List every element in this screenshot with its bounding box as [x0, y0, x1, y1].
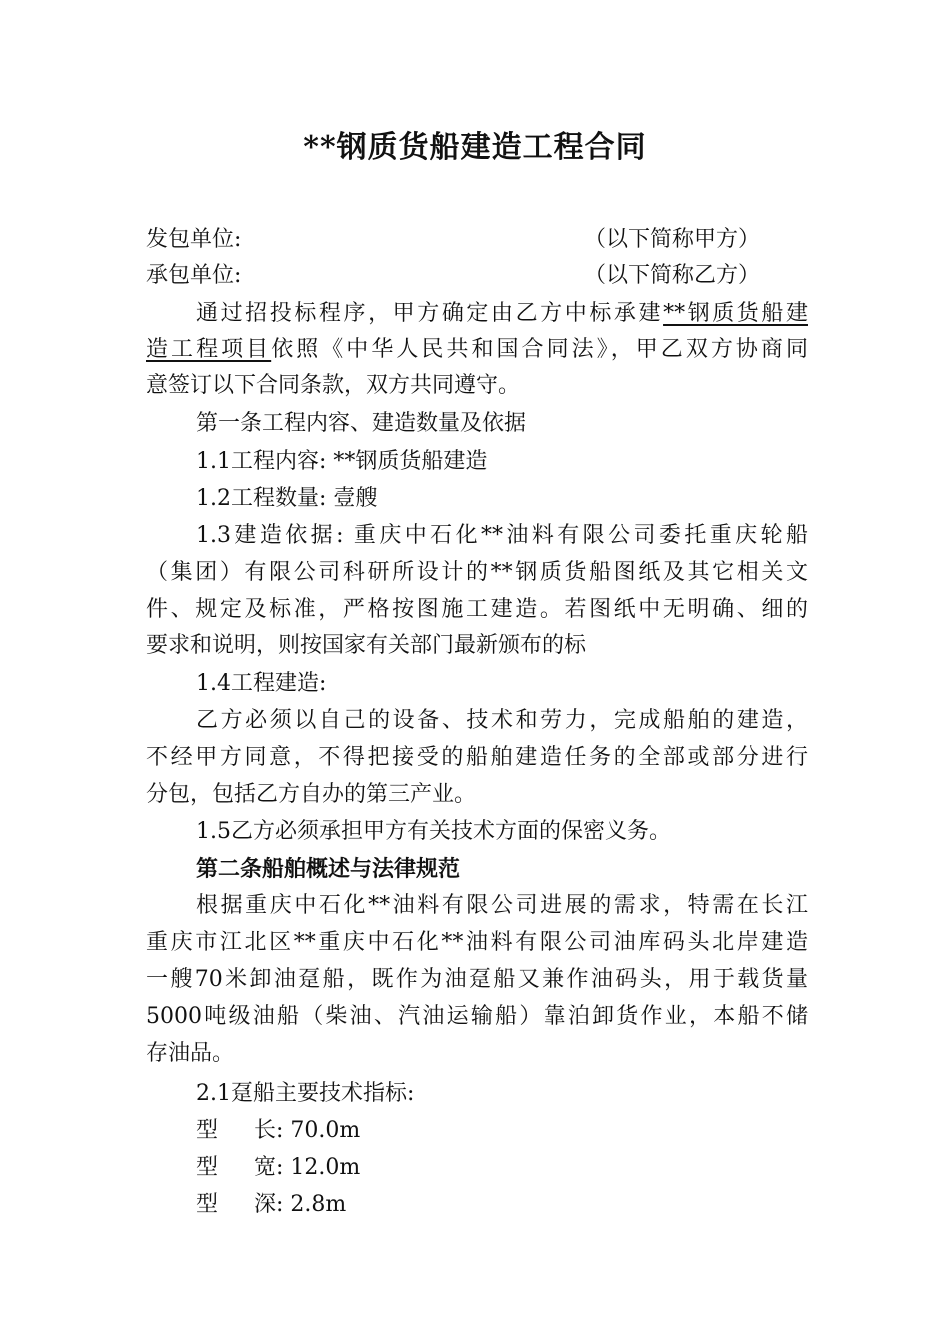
project-name-underlined: 造工程项目 — [146, 337, 272, 362]
page-title: **钢质货船建造工程合同 — [303, 130, 647, 165]
clause-1-4-para-line-2: 不经甲方同意，不得把接受的船舶建造任务的全部或部分进行 — [146, 745, 808, 770]
spec-label: 型 宽 — [196, 1155, 276, 1180]
article-1-heading: 第一条工程内容、建造数量及依据 — [196, 411, 527, 436]
clause-1-3-line-2: （集团）有限公司科研所设计的**钢质货船图纸及其它相关文 — [146, 560, 808, 585]
clause-1-2: 1.2工程数量: 壹艘 — [196, 486, 378, 511]
spec-label: 型 长 — [196, 1118, 276, 1143]
clause-1-5: 1.5乙方必须承担甲方有关技术方面的保密义务。 — [196, 819, 671, 844]
spec-row — [196, 1150, 808, 1186]
intro-line-2 — [146, 332, 808, 368]
article-2-heading: 第二条船舶概述与法律规范 — [196, 856, 461, 882]
employer-label: 发包单位: — [146, 227, 242, 252]
clause-1-3-line-3: 件、规定及标准，严格按图施工建造。若图纸中无明确、细的 — [146, 597, 808, 622]
spec-value: : 12.0m — [276, 1155, 361, 1180]
intro-text: 依照《中华人民共和国合同法》，甲乙双方协商同 — [271, 337, 808, 362]
project-name-underlined: **钢质货船建 — [663, 301, 808, 326]
spec-label: 型 深 — [196, 1192, 276, 1217]
article-2-para-line-1: 根据重庆中石化**油料有限公司进展的需求，特需在长江 — [196, 893, 808, 918]
spec-row — [196, 1113, 808, 1149]
article-2-para-line-4: 5000吨级油船（柴油、汽油运输船）靠泊卸货作业，本船不储 — [146, 1004, 808, 1029]
clause-1-4: 1.4工程建造: — [196, 671, 327, 696]
contractor-note: （以下简称乙方） — [584, 263, 761, 288]
article-2-para-line-5: 存油品。 — [146, 1041, 235, 1066]
spec-value: : 70.0m — [276, 1118, 361, 1143]
clause-2-1: 2.1趸船主要技术指标: — [196, 1081, 415, 1106]
spec-value: : 2.8m — [276, 1192, 347, 1217]
employer-note: （以下简称甲方） — [584, 227, 761, 252]
clause-1-1: 1.1工程内容: **钢质货船建造 — [196, 449, 488, 474]
intro-line-1 — [196, 296, 808, 332]
clause-1-4-para-line-1: 乙方必须以自己的设备、技术和劳力，完成船舶的建造， — [196, 708, 808, 733]
clause-1-3-line-1: 1.3建造依据: 重庆中石化**油料有限公司委托重庆轮船 — [196, 523, 808, 548]
intro-text: 通过招投标程序，甲方确定由乙方中标承建 — [196, 301, 664, 326]
contractor-label: 承包单位: — [146, 263, 242, 288]
spec-row — [196, 1187, 808, 1223]
clause-1-3-line-4: 要求和说明，则按国家有关部门最新颁布的标 — [146, 633, 587, 658]
intro-line-3: 意签订以下合同条款，双方共同遵守。 — [146, 373, 521, 398]
article-2-para-line-2: 重庆市江北区**重庆中石化**油料有限公司油库码头北岸建造 — [146, 930, 808, 955]
article-2-para-line-3: 一艘70米卸油趸船，既作为油趸船又兼作油码头，用于载货量 — [146, 967, 808, 992]
clause-1-4-para-line-3: 分包，包括乙方自办的第三产业。 — [146, 782, 477, 807]
